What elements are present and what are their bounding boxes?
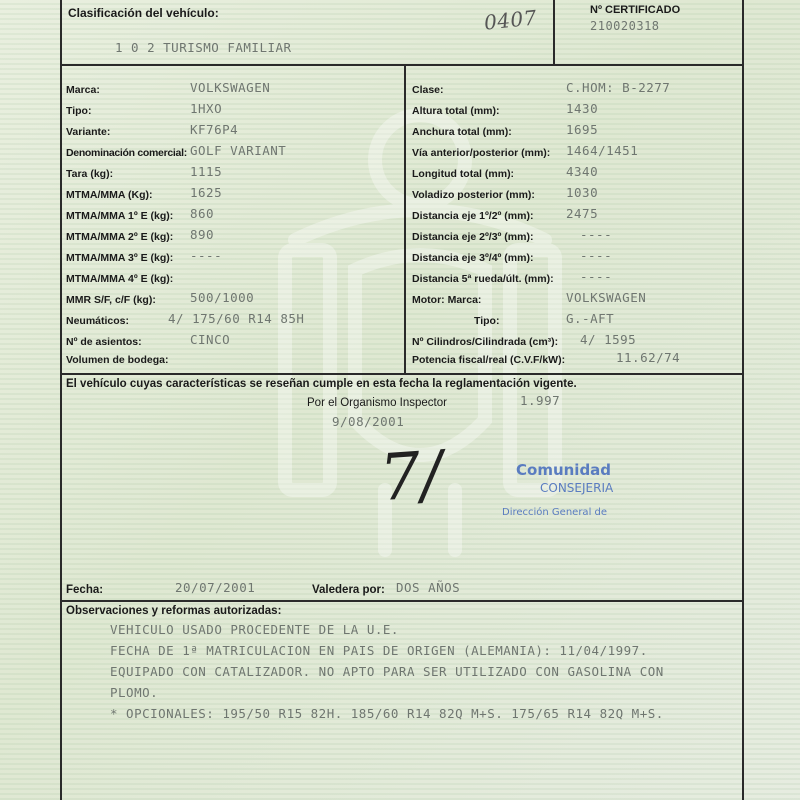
field-label: Variante: xyxy=(66,126,111,138)
field-label: Neumáticos: xyxy=(66,315,130,327)
field-label: Longitud total (mm): xyxy=(412,168,515,180)
field-label: Tipo: xyxy=(474,315,500,327)
field-value: 500/1000 xyxy=(190,290,255,305)
footer-divider xyxy=(60,600,744,602)
stamp-line-1: Comunidad xyxy=(516,461,612,479)
field-label: MTMA/MMA 1º E (kg): xyxy=(66,210,174,222)
field-value: 4/ 175/60 R14 85H xyxy=(168,311,305,326)
field-value: C.HOM: B-2277 xyxy=(566,80,671,95)
fields-bottom-divider xyxy=(60,373,744,375)
header-divider xyxy=(60,64,744,66)
field-label: Distancia 5ª rueda/últ. (mm): xyxy=(412,273,554,285)
inspector-label: Por el Organismo Inspector xyxy=(307,397,447,409)
inspector-date: 9/08/2001 xyxy=(332,414,405,429)
field-label: Denominación comercial: xyxy=(66,147,187,159)
observation-line: * OPCIONALES: 195/50 R15 82H. 185/60 R14 82Q M+S. 175/65 R14 82Q M+S. xyxy=(110,706,664,721)
field-value: 4340 xyxy=(566,164,599,179)
field-label: Vía anterior/posterior (mm): xyxy=(412,147,551,159)
field-value: 1115 xyxy=(190,164,223,179)
field-value: 11.62/74 xyxy=(616,350,681,365)
field-label: Tara (kg): xyxy=(66,168,114,180)
field-value: ---- xyxy=(580,227,613,242)
field-value: 1695 xyxy=(566,122,599,137)
inspector-signature: 7/ xyxy=(377,437,445,517)
official-stamp xyxy=(486,455,726,545)
field-label: Tipo: xyxy=(66,105,92,117)
field-value: 2475 xyxy=(566,206,599,221)
observation-line: PLOMO. xyxy=(110,685,159,700)
field-value: 4/ 1595 xyxy=(580,332,637,347)
stamp-line-2: CONSEJERIA xyxy=(540,481,614,495)
field-label: MTMA/MMA 3º E (kg): xyxy=(66,252,174,264)
field-value: 1430 xyxy=(566,101,599,116)
valedera-value: DOS AÑOS xyxy=(396,580,461,595)
field-label: MTMA/MMA (Kg): xyxy=(66,189,153,201)
field-value: 890 xyxy=(190,227,215,242)
valedera-label: Valedera por: xyxy=(312,584,385,596)
frame-right xyxy=(742,0,744,800)
field-label: MTMA/MMA 2º E (kg): xyxy=(66,231,174,243)
field-value: ---- xyxy=(190,248,223,263)
field-label: Distancia eje 2º/3º (mm): xyxy=(412,231,534,243)
field-value: KF76P4 xyxy=(190,122,239,137)
fecha-value: 20/07/2001 xyxy=(175,580,256,595)
field-label: Distancia eje 1º/2º (mm): xyxy=(412,210,534,222)
field-label: Potencia fiscal/real (C.V.F/kW): xyxy=(412,354,566,366)
frame-left xyxy=(60,0,62,800)
field-value: ---- xyxy=(580,269,613,284)
fecha-label: Fecha: xyxy=(66,584,104,596)
field-label: Volumen de bodega: xyxy=(66,354,169,366)
field-label: Anchura total (mm): xyxy=(412,126,512,138)
inspector-code: 1.997 xyxy=(520,393,561,408)
classification-value: 1 0 2 TURISMO FAMILIAR xyxy=(115,40,292,55)
field-value: 1HXO xyxy=(190,101,223,116)
field-label: Altura total (mm): xyxy=(412,105,500,117)
field-label: Marca: xyxy=(66,84,100,96)
field-value: 860 xyxy=(190,206,215,221)
field-value: VOLKSWAGEN xyxy=(190,80,271,95)
observation-line: EQUIPADO CON CATALIZADOR. NO APTO PARA SER UTILIZADO CON GASOLINA CON xyxy=(110,664,664,679)
field-value: CINCO xyxy=(190,332,231,347)
field-label: Distancia eje 3º/4º (mm): xyxy=(412,252,534,264)
field-value: GOLF VARIANT xyxy=(190,143,287,158)
certificate-number: 210020318 xyxy=(590,19,660,33)
field-label: MTMA/MMA 4º E (kg): xyxy=(66,273,174,285)
columns-divider xyxy=(404,64,406,374)
field-label: Voladizo posterior (mm): xyxy=(412,189,535,201)
certificate-box-divider xyxy=(553,0,555,64)
certificate-label: Nº CERTIFICADO xyxy=(590,4,681,16)
compliance-text: El vehículo cuyas características se reseñan cumple en esta fecha la reglamentación vigente. xyxy=(66,378,577,390)
field-value: G.-AFT xyxy=(566,311,615,326)
field-value: 1625 xyxy=(190,185,223,200)
field-value: 1464/1451 xyxy=(566,143,639,158)
field-value: VOLKSWAGEN xyxy=(566,290,647,305)
observations-label: Observaciones y reformas autorizadas: xyxy=(66,605,282,617)
field-value: ---- xyxy=(580,248,613,263)
field-label: Motor: Marca: xyxy=(412,294,482,306)
stamp-line-3: Dirección General de xyxy=(502,507,608,518)
field-label: MMR S/F, c/F (kg): xyxy=(66,294,156,306)
handwritten-number: 0407 xyxy=(482,5,539,35)
field-value: 1030 xyxy=(566,185,599,200)
field-label: Clase: xyxy=(412,84,444,96)
classification-label: Clasificación del vehículo: xyxy=(68,6,219,20)
observation-line: FECHA DE 1ª MATRICULACION EN PAIS DE ORIGEN (ALEMANIA): 11/04/1997. xyxy=(110,643,648,658)
field-label: Nº de asientos: xyxy=(66,336,142,348)
field-label: Nº Cilindros/Cilindrada (cm³): xyxy=(412,336,559,348)
observation-line: VEHICULO USADO PROCEDENTE DE LA U.E. xyxy=(110,622,399,637)
